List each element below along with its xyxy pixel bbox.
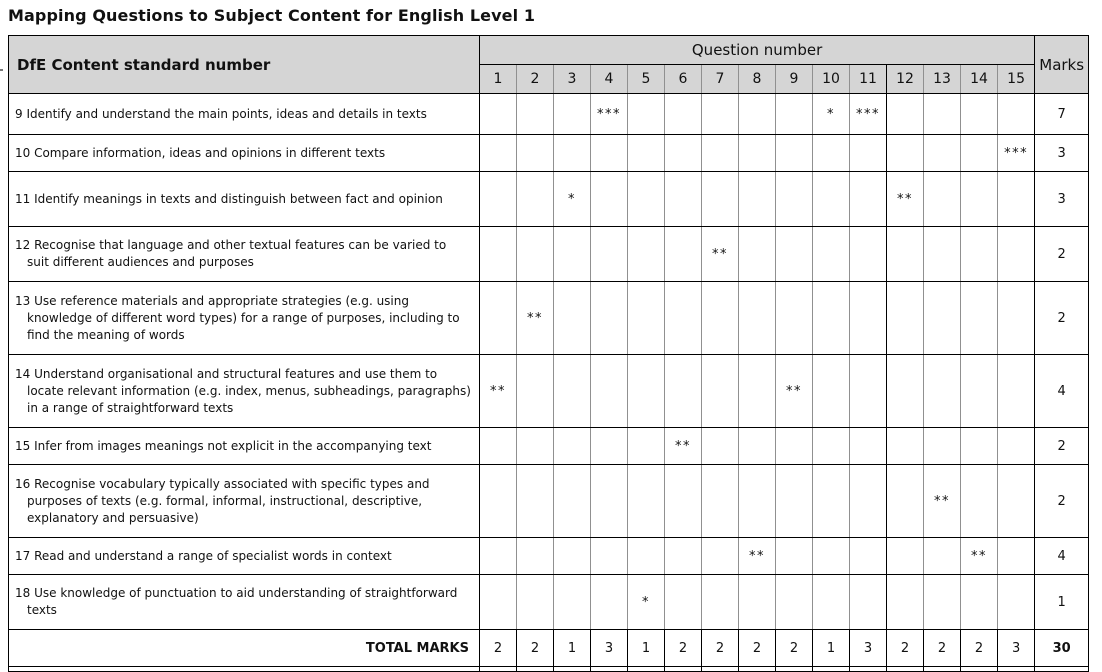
question-mark-cell-q3 xyxy=(554,428,591,465)
question-mark-cell-q15 xyxy=(998,465,1035,538)
question-mark-cell-q2 xyxy=(517,172,554,227)
question-mark-cell-q12 xyxy=(887,355,924,428)
question-mark-cell-q11 xyxy=(850,428,887,465)
standard-row-15 xyxy=(9,428,1089,465)
row-marks-cell: 2 xyxy=(1035,465,1089,538)
question-mark-cell-q5 xyxy=(628,172,665,227)
question-mark-cell-q3 xyxy=(554,538,591,575)
question-mark-cell-q1 xyxy=(480,227,517,282)
standard-cell: 14 Understand organisational and structural features and use them to locate relevant information (e.g. index, menus, subheadings, paragraphs) in a range of straightforward texts xyxy=(9,355,480,428)
question-mark-cell-q12 xyxy=(887,227,924,282)
question-mark-cell-q3: * xyxy=(554,172,591,227)
question-mark-cell-q7 xyxy=(702,172,739,227)
total-value-q15: 3 xyxy=(998,630,1035,667)
standard-row-16 xyxy=(9,465,1089,538)
row-marks-cell: 4 xyxy=(1035,355,1089,428)
question-mark-cell-q13 xyxy=(924,428,961,465)
row-marks-cell: 2 xyxy=(1035,428,1089,465)
question-mark-cell-q12 xyxy=(887,465,924,538)
question-mark-cell-q15: *** xyxy=(998,135,1035,172)
question-mark-cell-q8 xyxy=(739,135,776,172)
total-value-q14: 2 xyxy=(961,630,998,667)
column-group-header-question-number: Question number xyxy=(480,36,1035,65)
table-body xyxy=(9,94,1089,630)
cutoff-cell xyxy=(9,667,480,672)
question-mark-cell-q14: ** xyxy=(961,538,998,575)
total-value-q13: 2 xyxy=(924,630,961,667)
question-mark-cell-q7 xyxy=(702,538,739,575)
question-mark-cell-q14 xyxy=(961,135,998,172)
question-mark-cell-q6 xyxy=(665,172,702,227)
question-mark-cell-q1 xyxy=(480,94,517,135)
cutoff-cell xyxy=(628,667,665,672)
question-mark-cell-q6 xyxy=(665,227,702,282)
question-mark-cell-q4 xyxy=(591,428,628,465)
question-mark-cell-q11 xyxy=(850,172,887,227)
cutoff-cell xyxy=(517,667,554,672)
question-mark-cell-q13 xyxy=(924,227,961,282)
question-mark-cell-q5 xyxy=(628,538,665,575)
question-mark-cell-q1 xyxy=(480,135,517,172)
standard-cell: 17 Read and understand a range of specialist words in context xyxy=(9,538,480,575)
row-marks-cell: 2 xyxy=(1035,227,1089,282)
total-value-q10: 1 xyxy=(813,630,850,667)
question-mark-cell-q14 xyxy=(961,94,998,135)
total-value-q1: 2 xyxy=(480,630,517,667)
question-mark-cell-q1 xyxy=(480,575,517,630)
question-mark-cell-q4 xyxy=(591,575,628,630)
question-mark-cell-q15 xyxy=(998,227,1035,282)
question-column-header-3: 3 xyxy=(554,65,591,94)
question-mark-cell-q10 xyxy=(813,135,850,172)
standard-row-10 xyxy=(9,135,1089,172)
question-mark-cell-q13: ** xyxy=(924,465,961,538)
question-mark-cell-q4 xyxy=(591,227,628,282)
page-title: Mapping Questions to Subject Content for English Level 1 xyxy=(8,6,536,25)
question-mark-cell-q11 xyxy=(850,575,887,630)
question-mark-cell-q1 xyxy=(480,172,517,227)
standard-row-12 xyxy=(9,227,1089,282)
cutoff-cell xyxy=(554,667,591,672)
question-mark-cell-q11 xyxy=(850,538,887,575)
question-mark-cell-q4 xyxy=(591,538,628,575)
standard-cell: 9 Identify and understand the main points, ideas and details in texts xyxy=(9,94,480,135)
question-mark-cell-q6 xyxy=(665,135,702,172)
cutoff-cell xyxy=(480,667,517,672)
standard-row-17 xyxy=(9,538,1089,575)
cutoff-cell xyxy=(813,667,850,672)
question-mark-cell-q8 xyxy=(739,227,776,282)
question-mark-cell-q4 xyxy=(591,172,628,227)
total-value-q7: 2 xyxy=(702,630,739,667)
total-value-q3: 1 xyxy=(554,630,591,667)
question-column-header-6: 6 xyxy=(665,65,702,94)
cutoff-row xyxy=(9,667,1089,672)
total-value-q4: 3 xyxy=(591,630,628,667)
question-column-header-2: 2 xyxy=(517,65,554,94)
question-mark-cell-q14 xyxy=(961,227,998,282)
question-mark-cell-q9: ** xyxy=(776,355,813,428)
question-mark-cell-q11 xyxy=(850,135,887,172)
question-mark-cell-q2 xyxy=(517,355,554,428)
question-mark-cell-q12 xyxy=(887,135,924,172)
total-value-q12: 2 xyxy=(887,630,924,667)
question-mark-cell-q6 xyxy=(665,538,702,575)
question-mark-cell-q9 xyxy=(776,172,813,227)
question-mark-cell-q8 xyxy=(739,575,776,630)
standard-cell: 13 Use reference materials and appropriate strategies (e.g. using knowledge of different word types) for a range of purposes, including to find the meaning of words xyxy=(9,282,480,355)
question-mark-cell-q4: *** xyxy=(591,94,628,135)
question-mark-cell-q7 xyxy=(702,575,739,630)
question-mark-cell-q4 xyxy=(591,282,628,355)
question-column-header-14: 14 xyxy=(961,65,998,94)
question-mark-cell-q14 xyxy=(961,465,998,538)
question-mark-cell-q2 xyxy=(517,538,554,575)
question-mark-cell-q4 xyxy=(591,135,628,172)
row-marks-cell: 1 xyxy=(1035,575,1089,630)
question-mark-cell-q2 xyxy=(517,465,554,538)
question-mark-cell-q9 xyxy=(776,428,813,465)
question-mark-cell-q1 xyxy=(480,538,517,575)
question-mark-cell-q10 xyxy=(813,172,850,227)
question-column-header-1: 1 xyxy=(480,65,517,94)
cutoff-cell xyxy=(887,667,924,672)
question-mark-cell-q8: ** xyxy=(739,538,776,575)
standard-row-13 xyxy=(9,282,1089,355)
question-mark-cell-q13 xyxy=(924,355,961,428)
question-mark-cell-q10 xyxy=(813,282,850,355)
question-mark-cell-q2 xyxy=(517,135,554,172)
question-mark-cell-q1 xyxy=(480,282,517,355)
standard-row-14 xyxy=(9,355,1089,428)
question-mark-cell-q15 xyxy=(998,575,1035,630)
document-page xyxy=(0,6,1102,672)
question-mark-cell-q2: ** xyxy=(517,282,554,355)
question-mark-cell-q6 xyxy=(665,94,702,135)
total-value-q2: 2 xyxy=(517,630,554,667)
question-mark-cell-q5 xyxy=(628,428,665,465)
question-mark-cell-q7 xyxy=(702,355,739,428)
question-mark-cell-q13 xyxy=(924,282,961,355)
standard-cell: 15 Infer from images meanings not explicit in the accompanying text xyxy=(9,428,480,465)
question-mark-cell-q6 xyxy=(665,282,702,355)
standard-cell: 12 Recognise that language and other textual features can be varied to suit different audiences and purposes xyxy=(9,227,480,282)
question-mark-cell-q12: ** xyxy=(887,172,924,227)
cutoff-cell xyxy=(591,667,628,672)
question-mark-cell-q11 xyxy=(850,227,887,282)
question-mark-cell-q3 xyxy=(554,135,591,172)
question-mark-cell-q9 xyxy=(776,538,813,575)
header-row-group xyxy=(9,36,1089,65)
question-mark-cell-q1 xyxy=(480,465,517,538)
question-mark-cell-q12 xyxy=(887,428,924,465)
question-mark-cell-q11: *** xyxy=(850,94,887,135)
question-column-header-10: 10 xyxy=(813,65,850,94)
question-mark-cell-q3 xyxy=(554,355,591,428)
question-mark-cell-q13 xyxy=(924,135,961,172)
question-mark-cell-q7 xyxy=(702,465,739,538)
question-mark-cell-q14 xyxy=(961,428,998,465)
row-marks-cell: 7 xyxy=(1035,94,1089,135)
question-mark-cell-q6 xyxy=(665,465,702,538)
question-mark-cell-q15 xyxy=(998,94,1035,135)
question-mark-cell-q9 xyxy=(776,465,813,538)
question-mark-cell-q12 xyxy=(887,575,924,630)
row-marks-cell: 4 xyxy=(1035,538,1089,575)
question-mark-cell-q1: ** xyxy=(480,355,517,428)
mapping-table xyxy=(8,35,1089,672)
question-mark-cell-q3 xyxy=(554,575,591,630)
question-column-header-5: 5 xyxy=(628,65,665,94)
question-mark-cell-q15 xyxy=(998,428,1035,465)
question-mark-cell-q5 xyxy=(628,355,665,428)
question-column-header-8: 8 xyxy=(739,65,776,94)
question-column-header-13: 13 xyxy=(924,65,961,94)
cutoff-cell xyxy=(961,667,998,672)
question-mark-cell-q8 xyxy=(739,355,776,428)
row-marks-cell: 3 xyxy=(1035,172,1089,227)
question-mark-cell-q10: * xyxy=(813,94,850,135)
table-header xyxy=(9,36,1089,94)
question-mark-cell-q12 xyxy=(887,282,924,355)
question-mark-cell-q5 xyxy=(628,94,665,135)
question-mark-cell-q8 xyxy=(739,94,776,135)
cutoff-cell xyxy=(850,667,887,672)
question-mark-cell-q15 xyxy=(998,282,1035,355)
question-mark-cell-q2 xyxy=(517,428,554,465)
question-mark-cell-q10 xyxy=(813,465,850,538)
question-mark-cell-q10 xyxy=(813,355,850,428)
column-header-marks: Marks xyxy=(1035,36,1089,94)
edge-artifact xyxy=(0,69,3,71)
question-mark-cell-q1 xyxy=(480,428,517,465)
question-mark-cell-q9 xyxy=(776,94,813,135)
total-value-q5: 1 xyxy=(628,630,665,667)
standard-row-9 xyxy=(9,94,1089,135)
question-mark-cell-q7 xyxy=(702,135,739,172)
question-mark-cell-q9 xyxy=(776,227,813,282)
total-marks-row xyxy=(9,630,1089,667)
total-marks-label: TOTAL MARKS xyxy=(9,630,480,667)
question-mark-cell-q9 xyxy=(776,282,813,355)
standard-row-18 xyxy=(9,575,1089,630)
standard-cell: 10 Compare information, ideas and opinions in different texts xyxy=(9,135,480,172)
question-mark-cell-q5 xyxy=(628,135,665,172)
question-mark-cell-q7 xyxy=(702,94,739,135)
question-mark-cell-q7 xyxy=(702,282,739,355)
cutoff-cell xyxy=(776,667,813,672)
question-mark-cell-q10 xyxy=(813,575,850,630)
question-mark-cell-q13 xyxy=(924,538,961,575)
question-mark-cell-q14 xyxy=(961,282,998,355)
question-mark-cell-q14 xyxy=(961,172,998,227)
cutoff-cell xyxy=(1035,667,1089,672)
question-mark-cell-q4 xyxy=(591,355,628,428)
total-value-q9: 2 xyxy=(776,630,813,667)
standard-row-11 xyxy=(9,172,1089,227)
question-mark-cell-q15 xyxy=(998,355,1035,428)
table-footer xyxy=(9,630,1089,672)
question-mark-cell-q11 xyxy=(850,465,887,538)
question-mark-cell-q4 xyxy=(591,465,628,538)
question-mark-cell-q8 xyxy=(739,428,776,465)
question-mark-cell-q14 xyxy=(961,575,998,630)
question-mark-cell-q12 xyxy=(887,94,924,135)
question-mark-cell-q3 xyxy=(554,282,591,355)
question-mark-cell-q5 xyxy=(628,282,665,355)
question-mark-cell-q9 xyxy=(776,575,813,630)
standard-cell: 18 Use knowledge of punctuation to aid understanding of straightforward texts xyxy=(9,575,480,630)
standard-cell: 16 Recognise vocabulary typically associated with specific types and purposes of texts (e.g. formal, informal, instructional, descriptive, explanatory and persuasive) xyxy=(9,465,480,538)
question-mark-cell-q2 xyxy=(517,227,554,282)
question-mark-cell-q2 xyxy=(517,575,554,630)
standard-cell: 11 Identify meanings in texts and distinguish between fact and opinion xyxy=(9,172,480,227)
question-mark-cell-q8 xyxy=(739,465,776,538)
question-mark-cell-q13 xyxy=(924,172,961,227)
question-mark-cell-q2 xyxy=(517,94,554,135)
total-marks-value: 30 xyxy=(1035,630,1089,667)
cutoff-cell xyxy=(998,667,1035,672)
total-value-q8: 2 xyxy=(739,630,776,667)
question-mark-cell-q13 xyxy=(924,94,961,135)
question-mark-cell-q5 xyxy=(628,227,665,282)
cutoff-cell xyxy=(702,667,739,672)
question-mark-cell-q7: ** xyxy=(702,227,739,282)
question-mark-cell-q14 xyxy=(961,355,998,428)
cutoff-cell xyxy=(665,667,702,672)
question-column-header-7: 7 xyxy=(702,65,739,94)
row-marks-cell: 2 xyxy=(1035,282,1089,355)
question-mark-cell-q11 xyxy=(850,282,887,355)
question-mark-cell-q6 xyxy=(665,575,702,630)
question-mark-cell-q15 xyxy=(998,538,1035,575)
question-mark-cell-q11 xyxy=(850,355,887,428)
total-value-q6: 2 xyxy=(665,630,702,667)
question-mark-cell-q3 xyxy=(554,465,591,538)
question-mark-cell-q6 xyxy=(665,355,702,428)
question-mark-cell-q13 xyxy=(924,575,961,630)
question-mark-cell-q10 xyxy=(813,227,850,282)
question-mark-cell-q9 xyxy=(776,135,813,172)
total-value-q11: 3 xyxy=(850,630,887,667)
question-mark-cell-q7 xyxy=(702,428,739,465)
question-mark-cell-q12 xyxy=(887,538,924,575)
question-mark-cell-q6: ** xyxy=(665,428,702,465)
question-mark-cell-q10 xyxy=(813,428,850,465)
row-marks-cell: 3 xyxy=(1035,135,1089,172)
question-column-header-9: 9 xyxy=(776,65,813,94)
question-column-header-12: 12 xyxy=(887,65,924,94)
cutoff-cell xyxy=(739,667,776,672)
cutoff-cell xyxy=(924,667,961,672)
question-mark-cell-q3 xyxy=(554,94,591,135)
question-mark-cell-q10 xyxy=(813,538,850,575)
question-column-header-11: 11 xyxy=(850,65,887,94)
question-mark-cell-q5: * xyxy=(628,575,665,630)
question-column-header-4: 4 xyxy=(591,65,628,94)
question-column-header-15: 15 xyxy=(998,65,1035,94)
question-mark-cell-q8 xyxy=(739,282,776,355)
question-mark-cell-q15 xyxy=(998,172,1035,227)
question-mark-cell-q3 xyxy=(554,227,591,282)
question-mark-cell-q5 xyxy=(628,465,665,538)
column-header-standard: DfE Content standard number xyxy=(9,36,480,94)
question-mark-cell-q8 xyxy=(739,172,776,227)
